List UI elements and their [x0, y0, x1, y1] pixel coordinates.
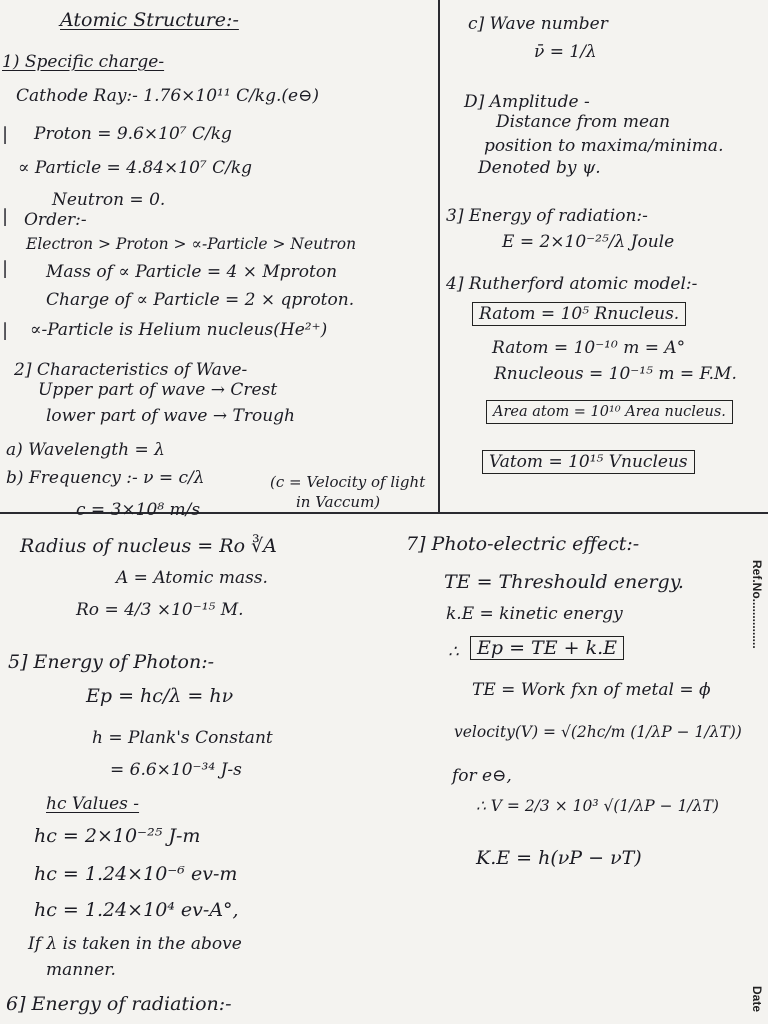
page-title: Atomic Structure:-: [60, 9, 239, 31]
margin-bar: |: [2, 206, 9, 227]
formula-box: Ep = TE + k.E: [470, 636, 624, 660]
note-line: Denoted by ψ.: [478, 158, 601, 178]
note-line: Charge of ∝ Particle = 2 × qproton.: [46, 290, 355, 310]
date-label: Date: [750, 986, 764, 1013]
note-line: hc = 1.24×10⁻⁶ ev-m: [34, 863, 238, 885]
note-line: E = 2×10⁻²⁵/λ Joule: [502, 232, 675, 252]
note-line: Rnucleous = 10⁻¹⁵ m = F.M.: [494, 364, 737, 384]
note-line: 7] Photo-electric effect:-: [406, 533, 640, 555]
note-line: a) Wavelength = λ: [6, 440, 165, 460]
note-line: c] Wave number: [468, 14, 608, 34]
formula-box: Area atom = 10¹⁰ Area nucleus.: [486, 400, 733, 424]
margin-bar: |: [2, 258, 9, 279]
note-line: Radius of nucleus = Ro ∛A: [20, 535, 277, 557]
note-line: ∝ Particle = 4.84×10⁷ C/kg: [18, 158, 253, 178]
note-line: D] Amplitude -: [464, 92, 590, 112]
note-line: position to maxima/minima.: [484, 136, 724, 156]
note-line: ν̄ = 1/λ: [534, 42, 597, 62]
note-line: Ep = hc/λ = hν: [86, 685, 234, 707]
note-line: 4] Rutherford atomic model:-: [446, 274, 698, 294]
note-line: lower part of wave → Trough: [46, 406, 296, 426]
note-line: TE = Work fxn of metal = ϕ: [472, 680, 711, 700]
note-line: (c = Velocity of light: [270, 473, 426, 491]
note-line: Proton = 9.6×10⁷ C/kg: [34, 124, 232, 144]
note-line: Mass of ∝ Particle = 4 × Mproton: [46, 262, 338, 282]
note-line: k.E = kinetic energy: [446, 604, 623, 624]
note-line: manner.: [46, 960, 116, 980]
note-line: ∴: [448, 642, 459, 662]
formula-box: Vatom = 10¹⁵ Vnucleus: [482, 450, 695, 474]
note-line: Order:-: [24, 210, 87, 230]
note-line: for e⊖,: [452, 766, 512, 786]
formula-box: Ratom = 10⁵ Rnucleus.: [472, 302, 686, 326]
note-line: Upper part of wave → Crest: [38, 380, 278, 400]
note-line: Electron > Proton > ∝-Particle > Neutron: [26, 235, 357, 253]
note-line: in Vaccum): [296, 493, 381, 511]
note-line: Neutron = 0.: [52, 190, 166, 210]
note-line: 2] Characteristics of Wave-: [14, 360, 248, 380]
ref-no-label: Ref.No...............: [750, 560, 764, 649]
vertical-divider-top: [438, 0, 440, 512]
note-line: ∝-Particle is Helium nucleus(He²⁺): [30, 320, 328, 340]
note-line: velocity(V) = √(2hc/m (1/λP − 1/λT)): [454, 723, 742, 741]
note-line: h = Plank's Constant: [92, 728, 273, 748]
note-line: 3] Energy of radiation:-: [446, 206, 648, 226]
note-line: 5] Energy of Photon:-: [8, 651, 215, 673]
note-line: ∴ V = 2/3 × 10³ √(1/λP − 1/λT): [476, 797, 719, 815]
note-line: Cathode Ray:- 1.76×10¹¹ C/kg.(e⊖): [16, 86, 319, 106]
note-line: TE = Threshould energy.: [444, 571, 684, 593]
note-line: K.E = h(νP − νT): [476, 847, 642, 869]
note-line: If λ is taken in the above: [28, 934, 242, 954]
note-line: Ro = 4/3 ×10⁻¹⁵ M.: [76, 600, 244, 620]
note-line: hc Values -: [46, 794, 140, 814]
note-line: 1) Specific charge-: [2, 52, 165, 72]
margin-bar: |: [2, 320, 9, 341]
note-line: Ratom = 10⁻¹⁰ m = A°: [492, 338, 686, 358]
note-line: = 6.6×10⁻³⁴ J-s: [110, 760, 242, 780]
note-line: b) Frequency :- ν = c/λ: [6, 468, 205, 488]
note-line: A = Atomic mass.: [116, 568, 268, 588]
note-line: hc = 2×10⁻²⁵ J-m: [34, 825, 201, 847]
note-line: Distance from mean: [496, 112, 671, 132]
note-line: c = 3×10⁸ m/s: [76, 500, 201, 520]
margin-bar: |: [2, 124, 9, 145]
note-line: 6] Energy of radiation:-: [6, 993, 232, 1015]
note-line: hc = 1.24×10⁴ ev-A°,: [34, 899, 239, 921]
